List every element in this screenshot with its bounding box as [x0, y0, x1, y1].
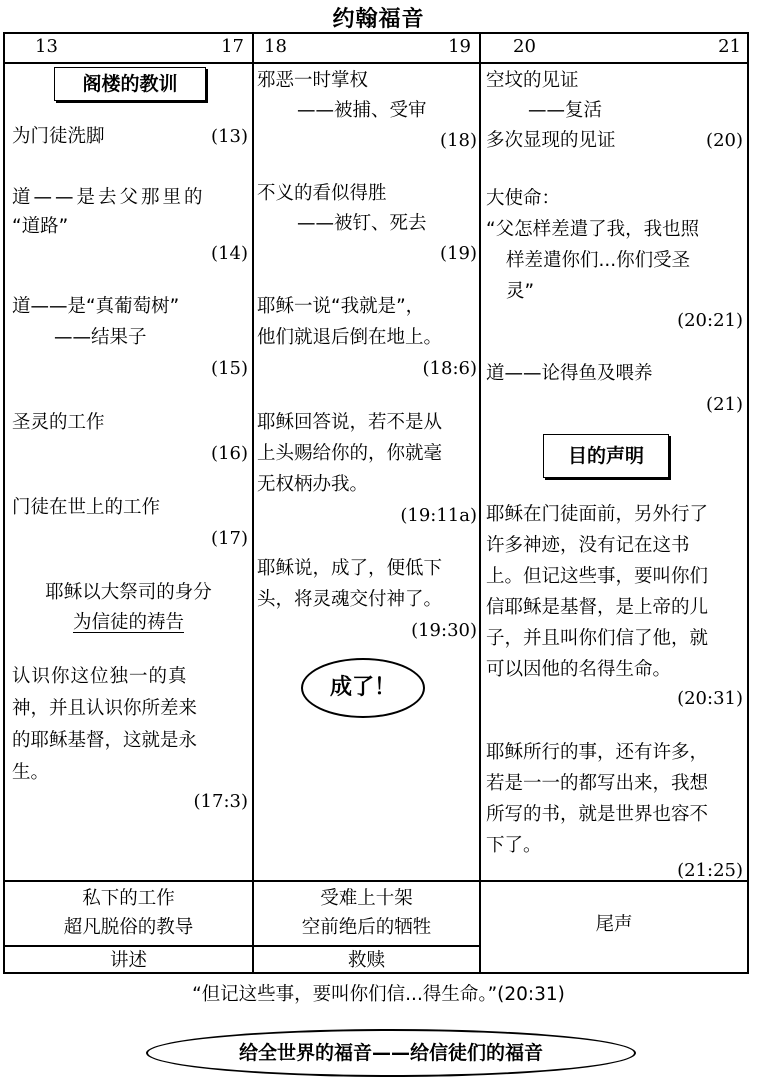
- quote-ref: (21:25): [677, 860, 743, 881]
- quote-line: 认识你这位独一的真: [12, 666, 188, 687]
- purpose-statement-box: 目的声明: [543, 434, 669, 478]
- quote-line: 上头赐给你的，你就毫: [257, 443, 443, 464]
- quote-line: 上。但记这些事，要叫你们: [486, 566, 709, 587]
- summary-line: 受难上十架: [320, 888, 413, 909]
- key-verse: “但记这些事，要叫你们信...得生命。”(20:31): [192, 984, 565, 1005]
- item-ref: (16): [211, 443, 248, 464]
- item-text: ——结果子: [54, 327, 147, 348]
- chapter-start: 13: [35, 36, 58, 57]
- quote-ref: (17:3): [193, 791, 248, 812]
- quote-line: 所写的书，就是世界也容不: [486, 804, 709, 825]
- quote-line: 子，并且叫你们信了他，就: [486, 628, 709, 649]
- item-text: ——复活: [528, 100, 603, 121]
- chapter-range-header: [5, 34, 252, 62]
- quote-ref: (20:31): [677, 688, 743, 709]
- quote-line: 许多神迹，没有记在这书: [486, 535, 690, 556]
- item-text: 门徒在世上的工作: [12, 497, 161, 518]
- quote-ref: (18:6): [422, 358, 477, 379]
- item-ref: (20): [706, 130, 743, 151]
- item-text: 为门徒洗脚: [12, 126, 105, 147]
- chapter-end: 17: [221, 36, 244, 57]
- quote-line: 下了。: [486, 835, 542, 856]
- item-ref: (21): [706, 394, 743, 415]
- chapter-range-header: [254, 34, 479, 62]
- gospel-banner-ellipse: 给全世界的福音——给信徒们的福音: [146, 1029, 636, 1077]
- quote-line: 耶稣说，成了，便低下: [257, 558, 443, 579]
- summary-line: 超凡脱俗的教导: [63, 917, 194, 938]
- column-chapters-18-19: [254, 34, 479, 972]
- quote-line: 头，将灵魂交付神了。: [257, 589, 443, 610]
- item-ref: (17): [211, 528, 248, 549]
- item-text: 邪恶一时掌权: [257, 70, 369, 91]
- item-ref: (18): [440, 130, 477, 151]
- summary-line: 私下的工作: [82, 888, 175, 909]
- gospel-chart-table: [3, 32, 749, 974]
- quote-ref: (19:11a): [400, 505, 477, 526]
- item-ref: (14): [211, 243, 248, 264]
- column-chapters-13-17: [5, 34, 252, 972]
- quote-line: 灵”: [506, 281, 535, 302]
- chapter-range-header: [481, 34, 747, 62]
- section-label: 讲述: [109, 950, 147, 971]
- quote-line: 信耶稣是基督，是上帝的儿: [486, 597, 709, 618]
- chapter-start: 20: [513, 36, 536, 57]
- section-label: 救赎: [347, 950, 385, 971]
- item-text: 不义的看似得胜: [257, 183, 387, 204]
- quote-line: 生。: [12, 762, 50, 783]
- chapter-end: 21: [718, 36, 741, 57]
- quote-line: 可以因他的名得生命。: [486, 659, 672, 680]
- it-is-finished-ellipse: 成了！: [301, 658, 425, 718]
- item-text: 多次显现的见证: [486, 130, 616, 151]
- summary-line: 空前绝后的牺牲: [301, 917, 432, 938]
- item-text: 道——是“真葡萄树”: [12, 296, 180, 317]
- item-ref: (15): [211, 358, 248, 379]
- upper-room-box: 阁楼的教训: [54, 67, 206, 101]
- item-text: ——被捕、受审: [297, 100, 427, 121]
- page-title: 约翰福音: [332, 7, 425, 32]
- quote-line: 他们就退后倒在地上。: [257, 327, 443, 348]
- item-text: “道路”: [12, 216, 69, 237]
- prayer-heading: 为信徒的祷告: [72, 612, 184, 633]
- item-text: 道——是去父那里的: [12, 187, 206, 208]
- quote-line: 若是一一的都写出来，我想: [486, 773, 709, 794]
- quote-ref: (19:30): [411, 620, 477, 641]
- item-ref: (19): [440, 243, 477, 264]
- quote-line: 耶稣所行的事，还有许多，: [486, 742, 709, 763]
- quote-line: 耶稣在门徒面前，另外行了: [486, 504, 709, 525]
- quote-line: 耶稣回答说，若不是从: [257, 412, 443, 433]
- summary-epilogue: 尾声: [595, 914, 633, 935]
- quote-line: 的耶稣基督，这就是永: [12, 730, 198, 751]
- quote-line: “父怎样差遣了我，我也照: [486, 219, 700, 240]
- chapter-start: 18: [264, 36, 287, 57]
- item-ref: (13): [211, 126, 248, 147]
- item-text: 道——论得鱼及喂养: [486, 363, 653, 384]
- chapter-end: 19: [448, 36, 471, 57]
- item-text: 圣灵的工作: [12, 412, 105, 433]
- prayer-heading: 耶稣以大祭司的身分: [45, 582, 212, 603]
- quote-line: 耶稣一说“我就是”，: [257, 296, 425, 317]
- quote-line: 样差遣你们...你们受圣: [506, 250, 691, 271]
- quote-line: 神，并且认识你所差来: [12, 698, 198, 719]
- quote-ref: (20:21): [677, 310, 743, 331]
- column-chapters-20-21: [481, 34, 747, 972]
- commission-label: 大使命：: [486, 188, 561, 209]
- item-text: ——被钉、死去: [297, 213, 427, 234]
- quote-line: 无权柄办我。: [257, 474, 369, 495]
- item-text: 空坟的见证: [486, 70, 579, 91]
